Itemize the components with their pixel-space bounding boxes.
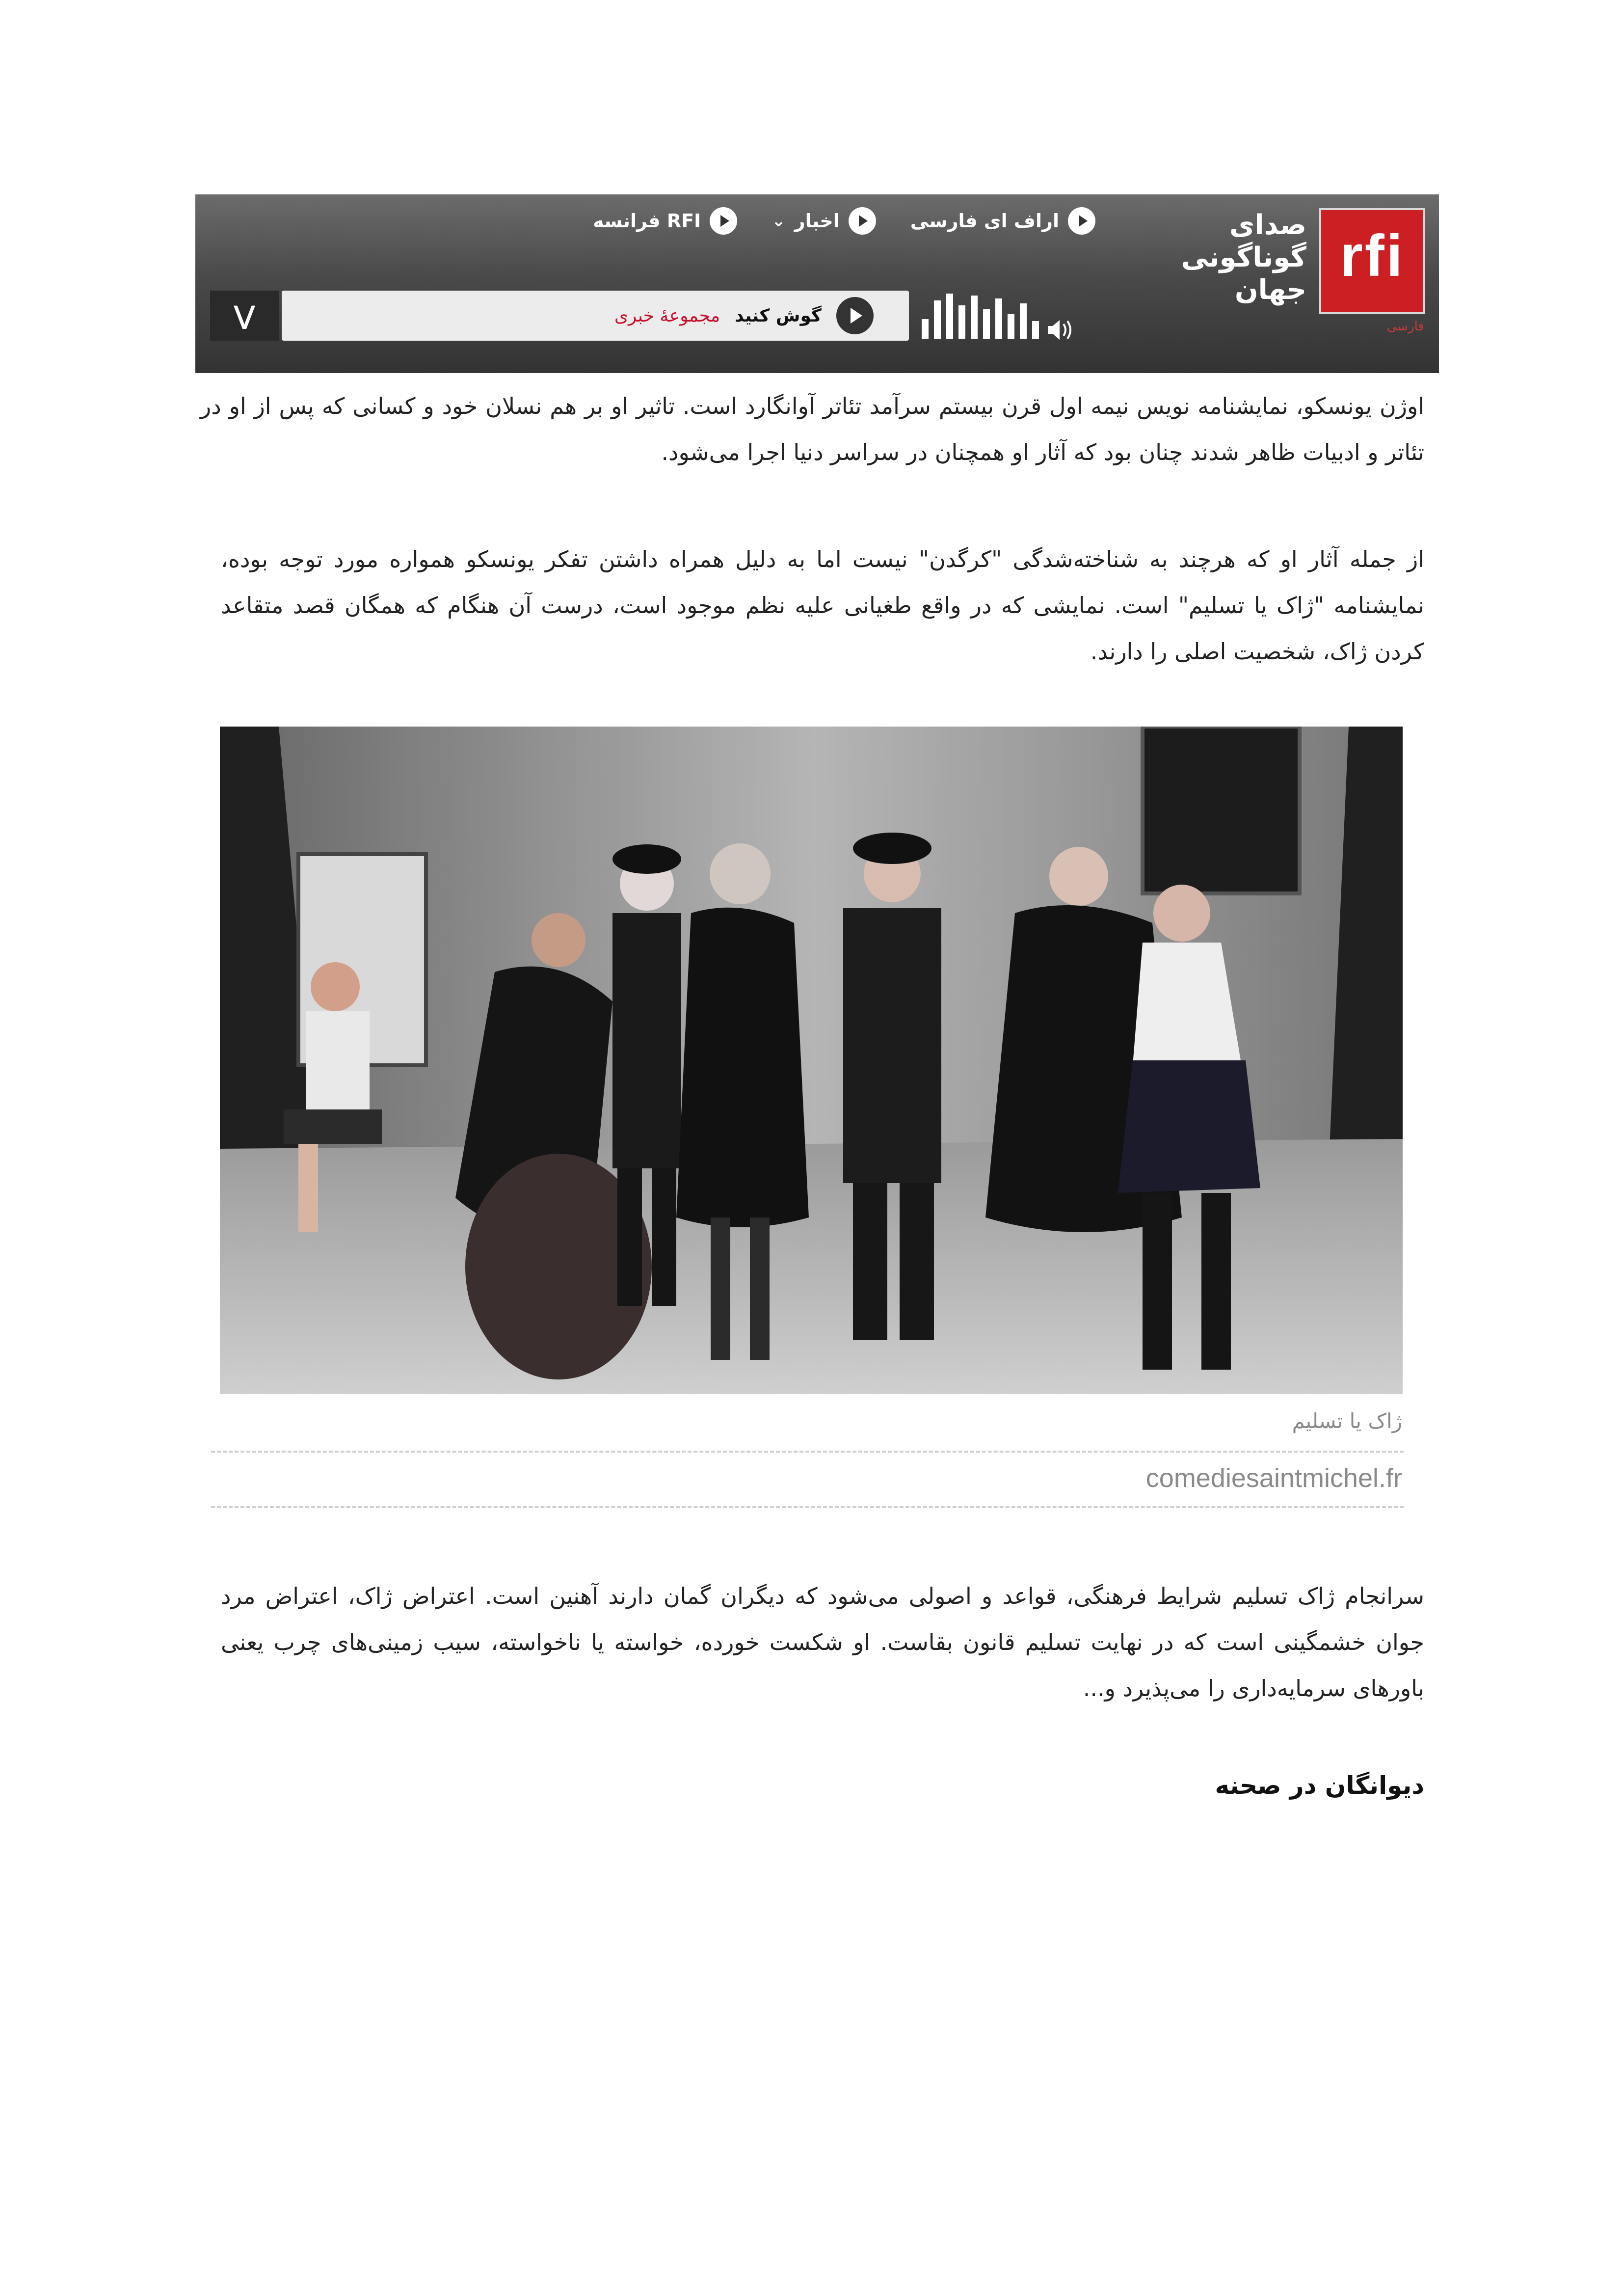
- nav-item-rfi-france[interactable]: [593, 207, 737, 235]
- nav-item-label: اخبار: [794, 210, 840, 232]
- double-chevron-down-icon: ⋁: [234, 301, 255, 330]
- photo-caption: ژاک یا تسلیم: [1292, 1409, 1402, 1433]
- top-nav: [593, 203, 1095, 239]
- theatre-scene-image: [220, 727, 1403, 1394]
- credit-divider: [211, 1506, 1404, 1508]
- nav-item-rfi-farsi[interactable]: [910, 207, 1095, 235]
- listen-program[interactable]: مجموعهٔ خبری: [614, 305, 720, 326]
- volume-level-icon[interactable]: [919, 291, 1081, 345]
- nav-item-label: RFI فرانسه: [593, 210, 701, 232]
- play-icon: [1068, 207, 1095, 235]
- nav-item-news[interactable]: [772, 207, 876, 235]
- site-slogan: صدای گوناگونی جهان: [1181, 209, 1306, 306]
- listen-label: گوش کنید: [735, 305, 822, 326]
- rfi-logo[interactable]: [1319, 208, 1425, 314]
- listen-play-button[interactable]: [836, 297, 874, 334]
- site-header: [195, 194, 1439, 373]
- article-photo: [220, 727, 1403, 1394]
- chevron-down-icon: ⌄: [772, 211, 786, 231]
- speaker-icon: [1048, 320, 1070, 340]
- article-paragraph-1: اوژن یونسکو، نمایشنامه نویس نیمه اول قرن بیستم سرآمد تئاتر آوانگارد است. تاثیر او بر هم نسلان خود و کسانی که پس از او در تئاتر و ادبیات ظاهر شدند چنان بود که آثار او همچنان در سراسر دنیا اجرا می‌شود.: [200, 393, 1424, 465]
- nav-item-label: اراف ای فارسی: [910, 210, 1059, 232]
- article-paragraph-3: سرانجام ژاک تسلیم شرایط فرهنگی، قواعد و اصولی می‌شود که دیگران گمان دارند آهنین است. اعتراض ژاک، اعتراض مرد جوان خشمگینی است که در نهایت تسلیم قانون بقاست. او شکست خورده، خواسته یا ناخواسته، سیب زمینی‌های چرب یعنی باورهای سرمایه‌داری را می‌پذیرد و...: [221, 1583, 1424, 1702]
- photo-credit: comediesaintmichel.fr: [1145, 1463, 1402, 1493]
- logo-text: rfi: [1340, 223, 1405, 289]
- article-paragraph-2: از جمله آثار او که هرچند به شناخته‌شدگی "کرگدن" نیست اما به دلیل همراه داشتن تفکر یونسکو همواره مورد توجه بوده، نمایشنامه "ژاک یا تسلیم" است. نمایشی که در واقع طغیانی علیه نظم موجود است، درست آن هنگام که همگان قصد متقاعد کردن ژاک، شخصیت اصلی را دارند.: [221, 546, 1424, 665]
- expand-button[interactable]: [210, 291, 279, 341]
- play-icon: [849, 207, 876, 235]
- logo-subtitle: فارسی: [1386, 319, 1424, 334]
- play-icon: [710, 207, 737, 235]
- listen-bar[interactable]: [282, 291, 909, 341]
- caption-divider: [211, 1451, 1404, 1453]
- section-subheading: دیوانگان در صحنه: [1215, 1771, 1424, 1800]
